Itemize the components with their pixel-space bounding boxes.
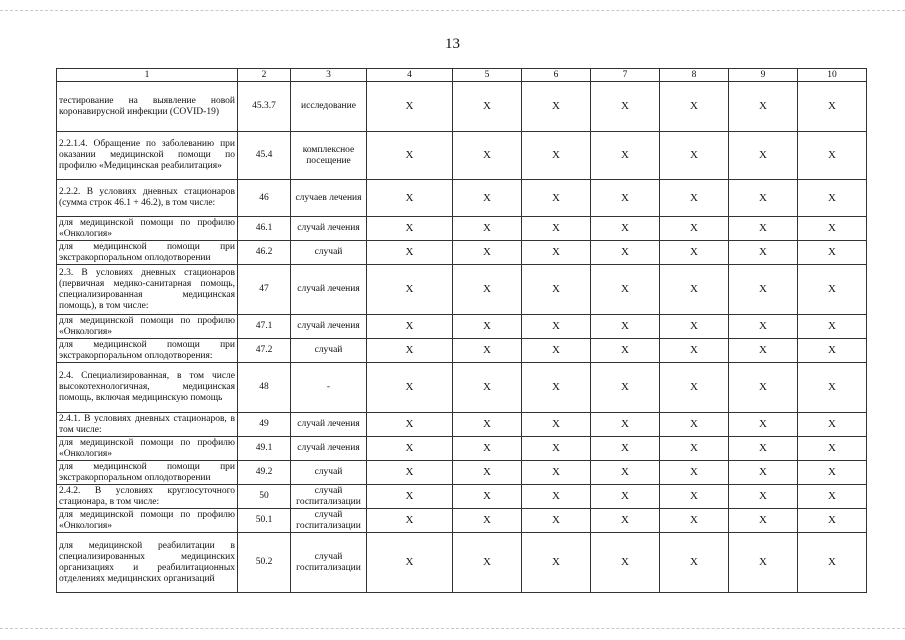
page-number: 13 xyxy=(445,36,460,52)
value-cell: Х xyxy=(522,485,591,509)
value-cell: Х xyxy=(591,437,660,461)
value-cell: Х xyxy=(660,437,729,461)
value-cell: Х xyxy=(522,339,591,363)
value-cell: Х xyxy=(798,315,867,339)
value-cell: Х xyxy=(798,339,867,363)
column-header: 2 xyxy=(238,69,291,82)
row-name-cell: 2.4.1. В условиях дневных стационаров, в том числе: xyxy=(57,413,238,437)
row-unit-cell: случай xyxy=(291,241,367,265)
row-code-cell: 50.2 xyxy=(238,533,291,593)
row-unit-cell: случай лечения xyxy=(291,217,367,241)
value-cell: Х xyxy=(729,339,798,363)
row-unit-cell: случай лечения xyxy=(291,315,367,339)
value-cell: Х xyxy=(798,461,867,485)
row-name-cell: тестирование на выявление новой коронавирусной инфекции (COVID-19) xyxy=(57,82,238,132)
value-cell: Х xyxy=(591,485,660,509)
value-cell: Х xyxy=(660,533,729,593)
table-row xyxy=(57,437,867,461)
table-row xyxy=(57,265,867,315)
value-cell: Х xyxy=(591,339,660,363)
value-cell: Х xyxy=(729,241,798,265)
table-row xyxy=(57,241,867,265)
row-code-cell: 45.3.7 xyxy=(238,82,291,132)
value-cell: Х xyxy=(522,82,591,132)
value-cell: Х xyxy=(591,265,660,315)
value-cell: Х xyxy=(729,533,798,593)
value-cell: Х xyxy=(453,509,522,533)
row-unit-cell: случаев лечения xyxy=(291,180,367,217)
value-cell: Х xyxy=(591,533,660,593)
value-cell: Х xyxy=(729,217,798,241)
value-cell: Х xyxy=(798,533,867,593)
value-cell: Х xyxy=(367,339,453,363)
value-cell: Х xyxy=(453,485,522,509)
row-code-cell: 47.1 xyxy=(238,315,291,339)
column-header: 5 xyxy=(453,69,522,82)
value-cell: Х xyxy=(367,241,453,265)
data-table xyxy=(56,68,867,593)
value-cell: Х xyxy=(453,363,522,413)
value-cell: Х xyxy=(367,132,453,180)
value-cell: Х xyxy=(453,241,522,265)
value-cell: Х xyxy=(729,82,798,132)
value-cell: Х xyxy=(729,363,798,413)
value-cell: Х xyxy=(729,437,798,461)
value-cell: Х xyxy=(522,437,591,461)
row-code-cell: 47.2 xyxy=(238,339,291,363)
value-cell: Х xyxy=(660,461,729,485)
value-cell: Х xyxy=(453,437,522,461)
value-cell: Х xyxy=(453,265,522,315)
value-cell: Х xyxy=(798,180,867,217)
value-cell: Х xyxy=(591,461,660,485)
value-cell: Х xyxy=(798,509,867,533)
row-name-cell: для медицинской реабилитации в специализированных медицинских организациях и реабилитационных отделениях медицинских организаций xyxy=(57,533,238,593)
table-row xyxy=(57,180,867,217)
value-cell: Х xyxy=(522,363,591,413)
value-cell: Х xyxy=(660,509,729,533)
value-cell: Х xyxy=(798,217,867,241)
value-cell: Х xyxy=(367,533,453,593)
row-code-cell: 49 xyxy=(238,413,291,437)
value-cell: Х xyxy=(367,461,453,485)
value-cell: Х xyxy=(660,82,729,132)
row-name-cell: 2.2.2. В условиях дневных стационаров (сумма строк 46.1 + 46.2), в том числе: xyxy=(57,180,238,217)
value-cell: Х xyxy=(522,315,591,339)
value-cell: Х xyxy=(453,132,522,180)
value-cell: Х xyxy=(660,180,729,217)
value-cell: Х xyxy=(453,82,522,132)
value-cell: Х xyxy=(367,82,453,132)
value-cell: Х xyxy=(660,485,729,509)
value-cell: Х xyxy=(522,413,591,437)
table-row xyxy=(57,485,867,509)
row-unit-cell: случай xyxy=(291,339,367,363)
value-cell: Х xyxy=(522,533,591,593)
row-name-cell: для медицинской помощи по профилю «Онкология» xyxy=(57,509,238,533)
value-cell: Х xyxy=(591,363,660,413)
table-row xyxy=(57,413,867,437)
value-cell: Х xyxy=(453,180,522,217)
row-name-cell: для медицинской помощи при экстракорпоральном оплодотворения: xyxy=(57,339,238,363)
value-cell: Х xyxy=(729,132,798,180)
table-row xyxy=(57,132,867,180)
column-header: 7 xyxy=(591,69,660,82)
value-cell: Х xyxy=(367,413,453,437)
value-cell: Х xyxy=(660,339,729,363)
value-cell: Х xyxy=(522,509,591,533)
table-row xyxy=(57,509,867,533)
row-unit-cell: случай xyxy=(291,461,367,485)
column-header: 3 xyxy=(291,69,367,82)
value-cell: Х xyxy=(453,339,522,363)
value-cell: Х xyxy=(367,437,453,461)
row-code-cell: 48 xyxy=(238,363,291,413)
table-row xyxy=(57,217,867,241)
table-row xyxy=(57,533,867,593)
value-cell: Х xyxy=(522,461,591,485)
column-header: 9 xyxy=(729,69,798,82)
row-unit-cell: случай лечения xyxy=(291,265,367,315)
value-cell: Х xyxy=(660,132,729,180)
table-row xyxy=(57,315,867,339)
row-name-cell: 2.4. Специализированная, в том числе высокотехнологичная, медицинская помощь, включая медицинскую помощь xyxy=(57,363,238,413)
value-cell: Х xyxy=(798,82,867,132)
row-name-cell: 2.3. В условиях дневных стационаров (первичная медико-санитарная помощь, специализированная медицинская помощь), в том числе: xyxy=(57,265,238,315)
row-unit-cell: случай лечения xyxy=(291,413,367,437)
value-cell: Х xyxy=(798,485,867,509)
value-cell: Х xyxy=(660,413,729,437)
value-cell: Х xyxy=(522,180,591,217)
value-cell: Х xyxy=(453,315,522,339)
value-cell: Х xyxy=(453,533,522,593)
value-cell: Х xyxy=(367,265,453,315)
row-code-cell: 50.1 xyxy=(238,509,291,533)
scan-edge-bottom xyxy=(0,628,905,630)
row-unit-cell: исследование xyxy=(291,82,367,132)
row-code-cell: 45.4 xyxy=(238,132,291,180)
value-cell: Х xyxy=(591,132,660,180)
row-unit-cell: случай госпитализации xyxy=(291,533,367,593)
column-header: 4 xyxy=(367,69,453,82)
scan-edge-top xyxy=(0,10,905,12)
value-cell: Х xyxy=(367,217,453,241)
value-cell: Х xyxy=(798,132,867,180)
value-cell: Х xyxy=(367,485,453,509)
column-header: 10 xyxy=(798,69,867,82)
row-name-cell: для медицинской помощи по профилю «Онкология» xyxy=(57,217,238,241)
value-cell: Х xyxy=(729,461,798,485)
value-cell: Х xyxy=(591,509,660,533)
value-cell: Х xyxy=(660,315,729,339)
table-body xyxy=(57,82,867,593)
row-name-cell: для медицинской помощи по профилю «Онкология» xyxy=(57,315,238,339)
row-code-cell: 49.2 xyxy=(238,461,291,485)
value-cell: Х xyxy=(798,437,867,461)
value-cell: Х xyxy=(798,413,867,437)
value-cell: Х xyxy=(660,217,729,241)
row-unit-cell: случай госпитализации xyxy=(291,485,367,509)
value-cell: Х xyxy=(367,180,453,217)
value-cell: Х xyxy=(453,413,522,437)
value-cell: Х xyxy=(660,241,729,265)
row-unit-cell: - xyxy=(291,363,367,413)
row-code-cell: 46.2 xyxy=(238,241,291,265)
row-name-cell: для медицинской помощи при экстракорпоральном оплодотворении xyxy=(57,461,238,485)
row-name-cell: для медицинской помощи при экстракорпоральном оплодотворении xyxy=(57,241,238,265)
value-cell: Х xyxy=(591,82,660,132)
value-cell: Х xyxy=(729,509,798,533)
row-unit-cell: комплексное посещение xyxy=(291,132,367,180)
value-cell: Х xyxy=(660,265,729,315)
value-cell: Х xyxy=(522,265,591,315)
row-name-cell: 2.4.2. В условиях круглосуточного стационара, в том числе: xyxy=(57,485,238,509)
value-cell: Х xyxy=(453,217,522,241)
value-cell: Х xyxy=(729,413,798,437)
value-cell: Х xyxy=(798,265,867,315)
row-code-cell: 46.1 xyxy=(238,217,291,241)
value-cell: Х xyxy=(591,217,660,241)
table-row xyxy=(57,82,867,132)
value-cell: Х xyxy=(522,241,591,265)
value-cell: Х xyxy=(522,132,591,180)
column-header: 8 xyxy=(660,69,729,82)
value-cell: Х xyxy=(367,509,453,533)
value-cell: Х xyxy=(591,180,660,217)
value-cell: Х xyxy=(367,363,453,413)
row-code-cell: 46 xyxy=(238,180,291,217)
value-cell: Х xyxy=(660,363,729,413)
value-cell: Х xyxy=(729,265,798,315)
value-cell: Х xyxy=(798,241,867,265)
row-unit-cell: случай лечения xyxy=(291,437,367,461)
value-cell: Х xyxy=(591,413,660,437)
value-cell: Х xyxy=(729,315,798,339)
row-code-cell: 49.1 xyxy=(238,437,291,461)
value-cell: Х xyxy=(522,217,591,241)
row-name-cell: 2.2.1.4. Обращение по заболеванию при оказании медицинской помощи по профилю «Медицинская реабилитация» xyxy=(57,132,238,180)
value-cell: Х xyxy=(453,461,522,485)
value-cell: Х xyxy=(367,315,453,339)
value-cell: Х xyxy=(729,180,798,217)
table-row xyxy=(57,339,867,363)
row-code-cell: 50 xyxy=(238,485,291,509)
row-code-cell: 47 xyxy=(238,265,291,315)
header-row xyxy=(57,69,867,82)
table-row xyxy=(57,461,867,485)
row-name-cell: для медицинской помощи по профилю «Онкология» xyxy=(57,437,238,461)
value-cell: Х xyxy=(729,485,798,509)
value-cell: Х xyxy=(798,363,867,413)
column-header: 1 xyxy=(57,69,238,82)
column-header: 6 xyxy=(522,69,591,82)
value-cell: Х xyxy=(591,241,660,265)
value-cell: Х xyxy=(591,315,660,339)
row-unit-cell: случай госпитализации xyxy=(291,509,367,533)
table-row xyxy=(57,363,867,413)
